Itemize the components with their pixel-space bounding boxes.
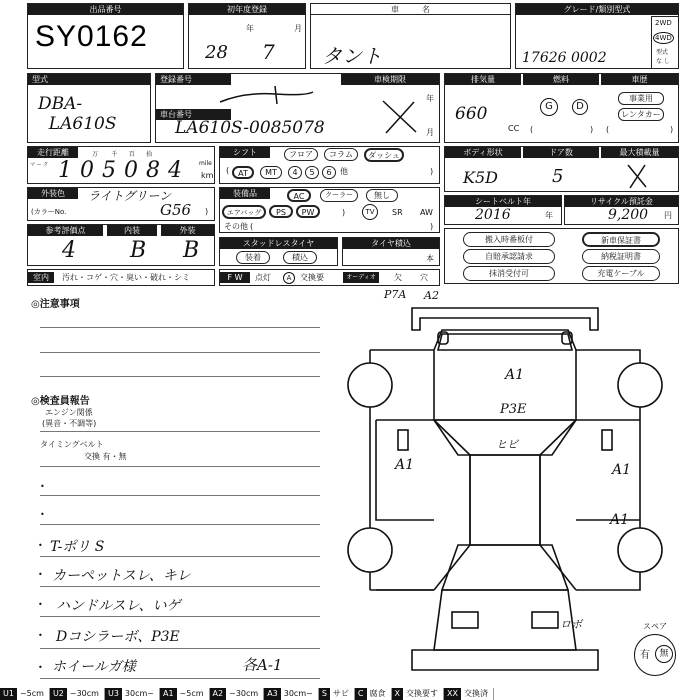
diag-hood-mark-2: P3E (500, 402, 527, 417)
studless-loaded: 積込 (283, 251, 317, 264)
equip-tv-circled: TV (362, 204, 378, 220)
studless-label: スタッドレスタイヤ (220, 238, 337, 249)
tire-load-label: タイヤ積込 (343, 238, 439, 249)
legend-key-3: A1 (160, 688, 177, 700)
legend-key-9: XX (444, 688, 461, 700)
legend-key-2: U3 (105, 688, 122, 700)
legend-value-6: サビ (330, 688, 355, 700)
car-name-label: 車 名 (311, 4, 510, 15)
equip-ac-circled: AC (287, 189, 311, 202)
diag-right-door-mark-2: A1 (610, 512, 630, 528)
displacement-label: 排気量 (445, 74, 521, 85)
diag-windshield-mark: ヒビ (496, 438, 518, 451)
equip-pw-circled: PW (296, 205, 320, 218)
doc-delete: 抹消受付可 (463, 266, 555, 281)
legend-key-6: S (319, 688, 330, 700)
equip-cooler: クーラー (320, 189, 358, 202)
displacement-value: 660 (455, 104, 488, 124)
capacity-x-mark (625, 162, 649, 190)
doors-value: 5 (552, 166, 564, 187)
audio-label: オーディオ (343, 272, 379, 283)
exterior-label: 外装 (161, 225, 214, 236)
reg-label: 登録番号 (156, 74, 231, 85)
rating-label: 参考評価点 (28, 225, 103, 236)
legend-key-8: X (392, 688, 403, 700)
drive-4wd-circled: 4WD (655, 34, 672, 42)
seatbelt-value: 2016 (475, 207, 511, 223)
diag-rear-mark: ロボ (560, 618, 582, 631)
spare-label: スペア (643, 622, 667, 631)
lot-label: 出品番号 (28, 4, 183, 15)
shift-5: 5 (305, 166, 319, 179)
legend-value-3: ~5cm (177, 688, 210, 700)
rating-overall: 4 (62, 238, 76, 263)
inspector-line-3: ハンドルスレ、いゲ (56, 598, 181, 614)
fuel-d: D (572, 99, 588, 115)
fuel-g-circled: G (540, 98, 558, 116)
mileage-label: 走行距離 (28, 147, 78, 158)
diag-right-door-mark: A1 (612, 462, 632, 478)
inspector-signature: 各A-1 (242, 656, 283, 674)
color-code: G56 (160, 201, 192, 219)
inspection-label: 車検期限 (341, 74, 439, 85)
body-type-value: K5D (463, 168, 498, 187)
usage-rental: レンタカー (618, 108, 664, 121)
damage-legend (0, 688, 700, 700)
usage-business: 事業用 (618, 92, 664, 105)
mileage-value: 105084 (58, 158, 190, 183)
recycle-label: リサイクル預託金 (565, 196, 678, 207)
legend-value-7: 腐食 (367, 688, 392, 700)
shift-dash-circled: ダッシュ (364, 148, 404, 162)
interior-cond-label: 室内 (28, 272, 54, 283)
legend-value-0: ~5cm (17, 688, 50, 700)
first-reg-year: 28 (205, 42, 228, 63)
rating-exterior: B (183, 238, 200, 263)
legend-key-5: A3 (264, 688, 281, 700)
doc-warranty-circled: 新車保証書 (582, 232, 660, 247)
doc-charger: 充電ケーブル (582, 266, 660, 281)
shift-floor: フロア (284, 148, 318, 161)
lot-number: SY0162 (35, 20, 148, 53)
interior-label: 内装 (107, 225, 157, 236)
equipment-label: 装備品 (220, 188, 270, 199)
shift-label: シフト (220, 147, 270, 158)
first-reg-month: 7 (262, 40, 275, 64)
diag-left-door-mark: A1 (395, 457, 415, 473)
legend-key-0: U1 (0, 688, 17, 700)
legend-value-2: 30cm~ (122, 688, 160, 700)
legend-value-5: 30cm~ (281, 688, 319, 700)
inspector-line-2: カーペットスレ、キレ (52, 568, 191, 584)
inspector-line-5: ホイールガ様 (52, 659, 136, 675)
legend-value-8: 交換要す (403, 688, 444, 700)
fw-box (219, 269, 440, 286)
doc-self: 自賠承認請求 (463, 249, 555, 264)
inspector-line-1: T-ポリ S (50, 539, 105, 555)
legend-value-9: 交換済 (461, 688, 494, 700)
shift-column: コラム (324, 148, 358, 161)
shift-4: 4 (288, 166, 302, 179)
doors-label: ドア数 (523, 147, 599, 158)
legend-key-7: C (355, 688, 367, 700)
seatbelt-label: シートベルト年 (445, 196, 561, 207)
grade-value: 17626 0002 (522, 50, 607, 66)
equip-ps-circled: PS (269, 205, 293, 218)
reg-scribble (215, 84, 315, 106)
chassis-value: LA610S-0085078 (175, 118, 325, 138)
fuel-label: 燃料 (523, 74, 599, 85)
inspection-x-mark (380, 98, 420, 136)
diag-front-mark-2: A2 (424, 289, 439, 302)
inspector-title: ◎検査員報告 (31, 396, 90, 407)
diag-front-mark-1: P7A (384, 288, 407, 301)
model-label: 型式 (28, 74, 150, 85)
first-reg-label: 初年度登録 (189, 4, 305, 15)
spare-none-circled: 無 (655, 645, 673, 663)
legend-value-1: ~30cm (67, 688, 105, 700)
color-label: 外装色 (28, 188, 78, 199)
fw-label: F W (220, 272, 250, 283)
shift-6: 6 (322, 166, 336, 179)
body-type-label: ボディ形状 (445, 147, 521, 158)
equip-none: 無し (366, 189, 398, 202)
car-name-value: タント (322, 44, 382, 68)
legend-key-1: U2 (50, 688, 67, 700)
color-value: ライトグリーン (88, 189, 172, 203)
interior-cond-items: 汚れ・コゲ・穴・臭い・破れ・シミ (62, 273, 190, 282)
model-value: DBA- LA610S (38, 94, 117, 134)
doc-plate: 搬入時番板付 (463, 232, 555, 247)
car-diagram (340, 290, 685, 685)
grade-label: グレード/類別型式 (516, 4, 678, 15)
recycle-value: 9,200 (608, 207, 649, 223)
legend-value-4: ~30cm (226, 688, 264, 700)
shift-at-circled: AT (232, 166, 254, 179)
studless-installed: 装着 (236, 251, 270, 264)
fw-circle-a: A (283, 272, 295, 284)
usage-label: 車歴 (601, 74, 678, 85)
capacity-label: 最大積載量 (601, 147, 678, 158)
chassis-label: 車台番号 (156, 109, 231, 120)
shift-mt: MT (260, 166, 282, 179)
diag-hood-mark-1: A1 (505, 367, 525, 383)
inspector-line-4: Dコシラーボ、P3E (56, 629, 180, 645)
doc-tax: 納税証明書 (582, 249, 660, 264)
spare-yes: 有 (640, 650, 650, 661)
equip-airbag-circled: エアバッグ (222, 205, 266, 219)
notes-title: ◎注意事項 (31, 299, 80, 310)
legend-key-4: A2 (210, 688, 227, 700)
rating-interior: B (130, 238, 147, 263)
